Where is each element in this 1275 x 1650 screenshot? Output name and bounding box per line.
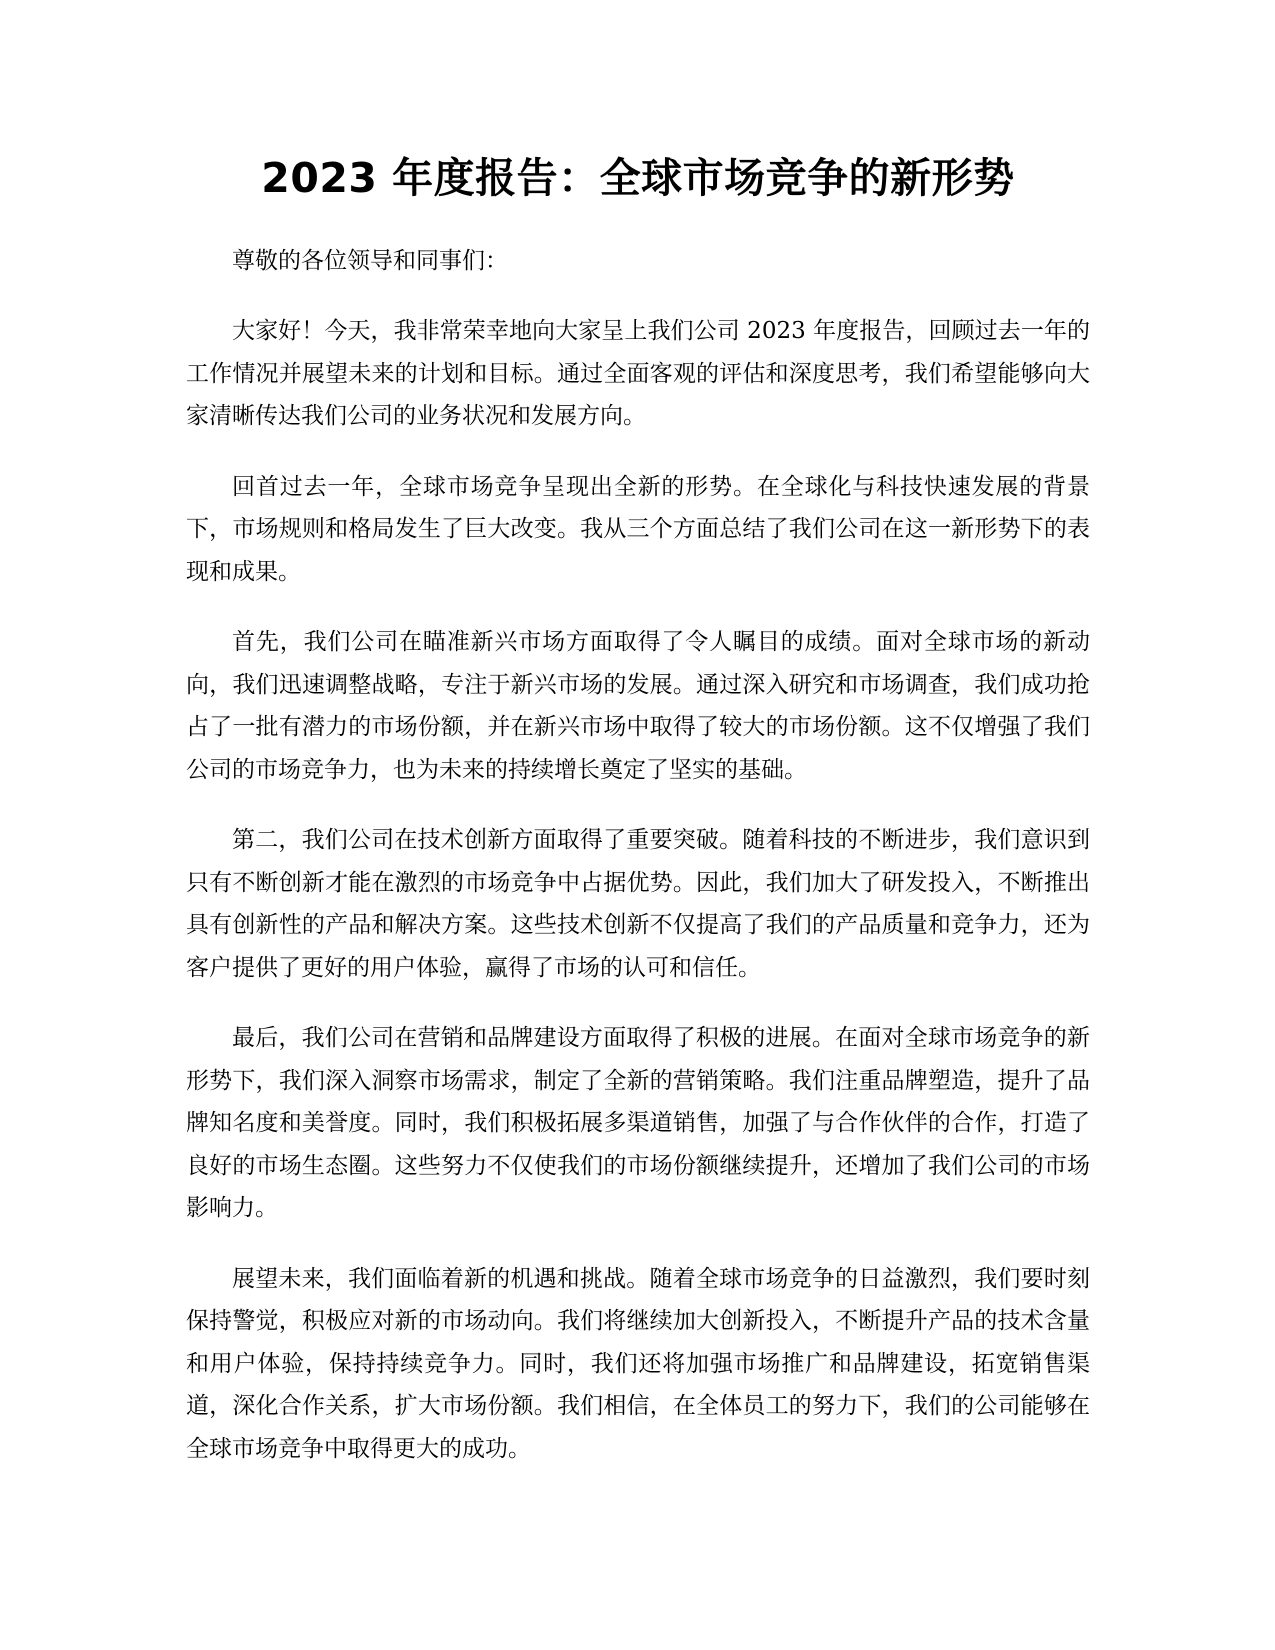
paragraph-tech-innovation: 第二，我们公司在技术创新方面取得了重要突破。随着科技的不断进步，我们意识到只有不断创新才能在激烈的市场竞争中占据优势。因此，我们加大了研发投入，不断推出具有创新性的产品和解决方案。这些技术创新不仅提高了我们的产品质量和竞争力，还为客户提供了更好的用户体验，赢得了市场的认可和信任。 [186, 827, 1090, 981]
paragraph-outlook: 展望未来，我们面临着新的机遇和挑战。随着全球市场竞争的日益激烈，我们要时刻保持警觉，积极应对新的市场动向。我们将继续加大创新投入，不断提升产品的技术含量和用户体验，保持持续竞争力。同时，我们还将加强市场推广和品牌建设，拓宽销售渠道，深化合作关系，扩大市场份额。我们相信，在全体员工的努力下，我们的公司能够在全球市场竞争中取得更大的成功。 [186, 1265, 1090, 1462]
paragraph-opening: 大家好！今天，我非常荣幸地向大家呈上我们公司 2023 年度报告，回顾过去一年的工作情况并展望未来的计划和目标。通过全面客观的评估和深度思考，我们希望能够向大家清晰传达我们公司的业务状况和发展方向。 [186, 318, 1090, 429]
salutation: 尊敬的各位领导和同事们： [232, 248, 508, 274]
paragraph-emerging-markets: 首先，我们公司在瞄准新兴市场方面取得了令人瞩目的成绩。面对全球市场的新动向，我们迅速调整战略，专注于新兴市场的发展。通过深入研究和市场调查，我们成功抢占了一批有潜力的市场份额，并在新兴市场中取得了较大的市场份额。这不仅增强了我们公司的市场竞争力，也为未来的持续增长奠定了坚实的基础。 [186, 629, 1090, 783]
document-title: 2023 年度报告：全球市场竞争的新形势 [261, 154, 1015, 202]
document-page [186, 150, 1090, 1498]
paragraph-review: 回首过去一年，全球市场竞争呈现出全新的形势。在全球化与科技快速发展的背景下，市场规则和格局发生了巨大改变。我从三个方面总结了我们公司在这一新形势下的表现和成果。 [186, 473, 1090, 585]
paragraph-marketing-brand: 最后，我们公司在营销和品牌建设方面取得了积极的进展。在面对全球市场竞争的新形势下，我们深入洞察市场需求，制定了全新的营销策略。我们注重品牌塑造，提升了品牌知名度和美誉度。同时，我们积极拓展多渠道销售，加强了与合作伙伴的合作，打造了良好的市场生态圈。这些努力不仅使我们的市场份额继续提升，还增加了我们公司的市场影响力。 [186, 1025, 1090, 1221]
